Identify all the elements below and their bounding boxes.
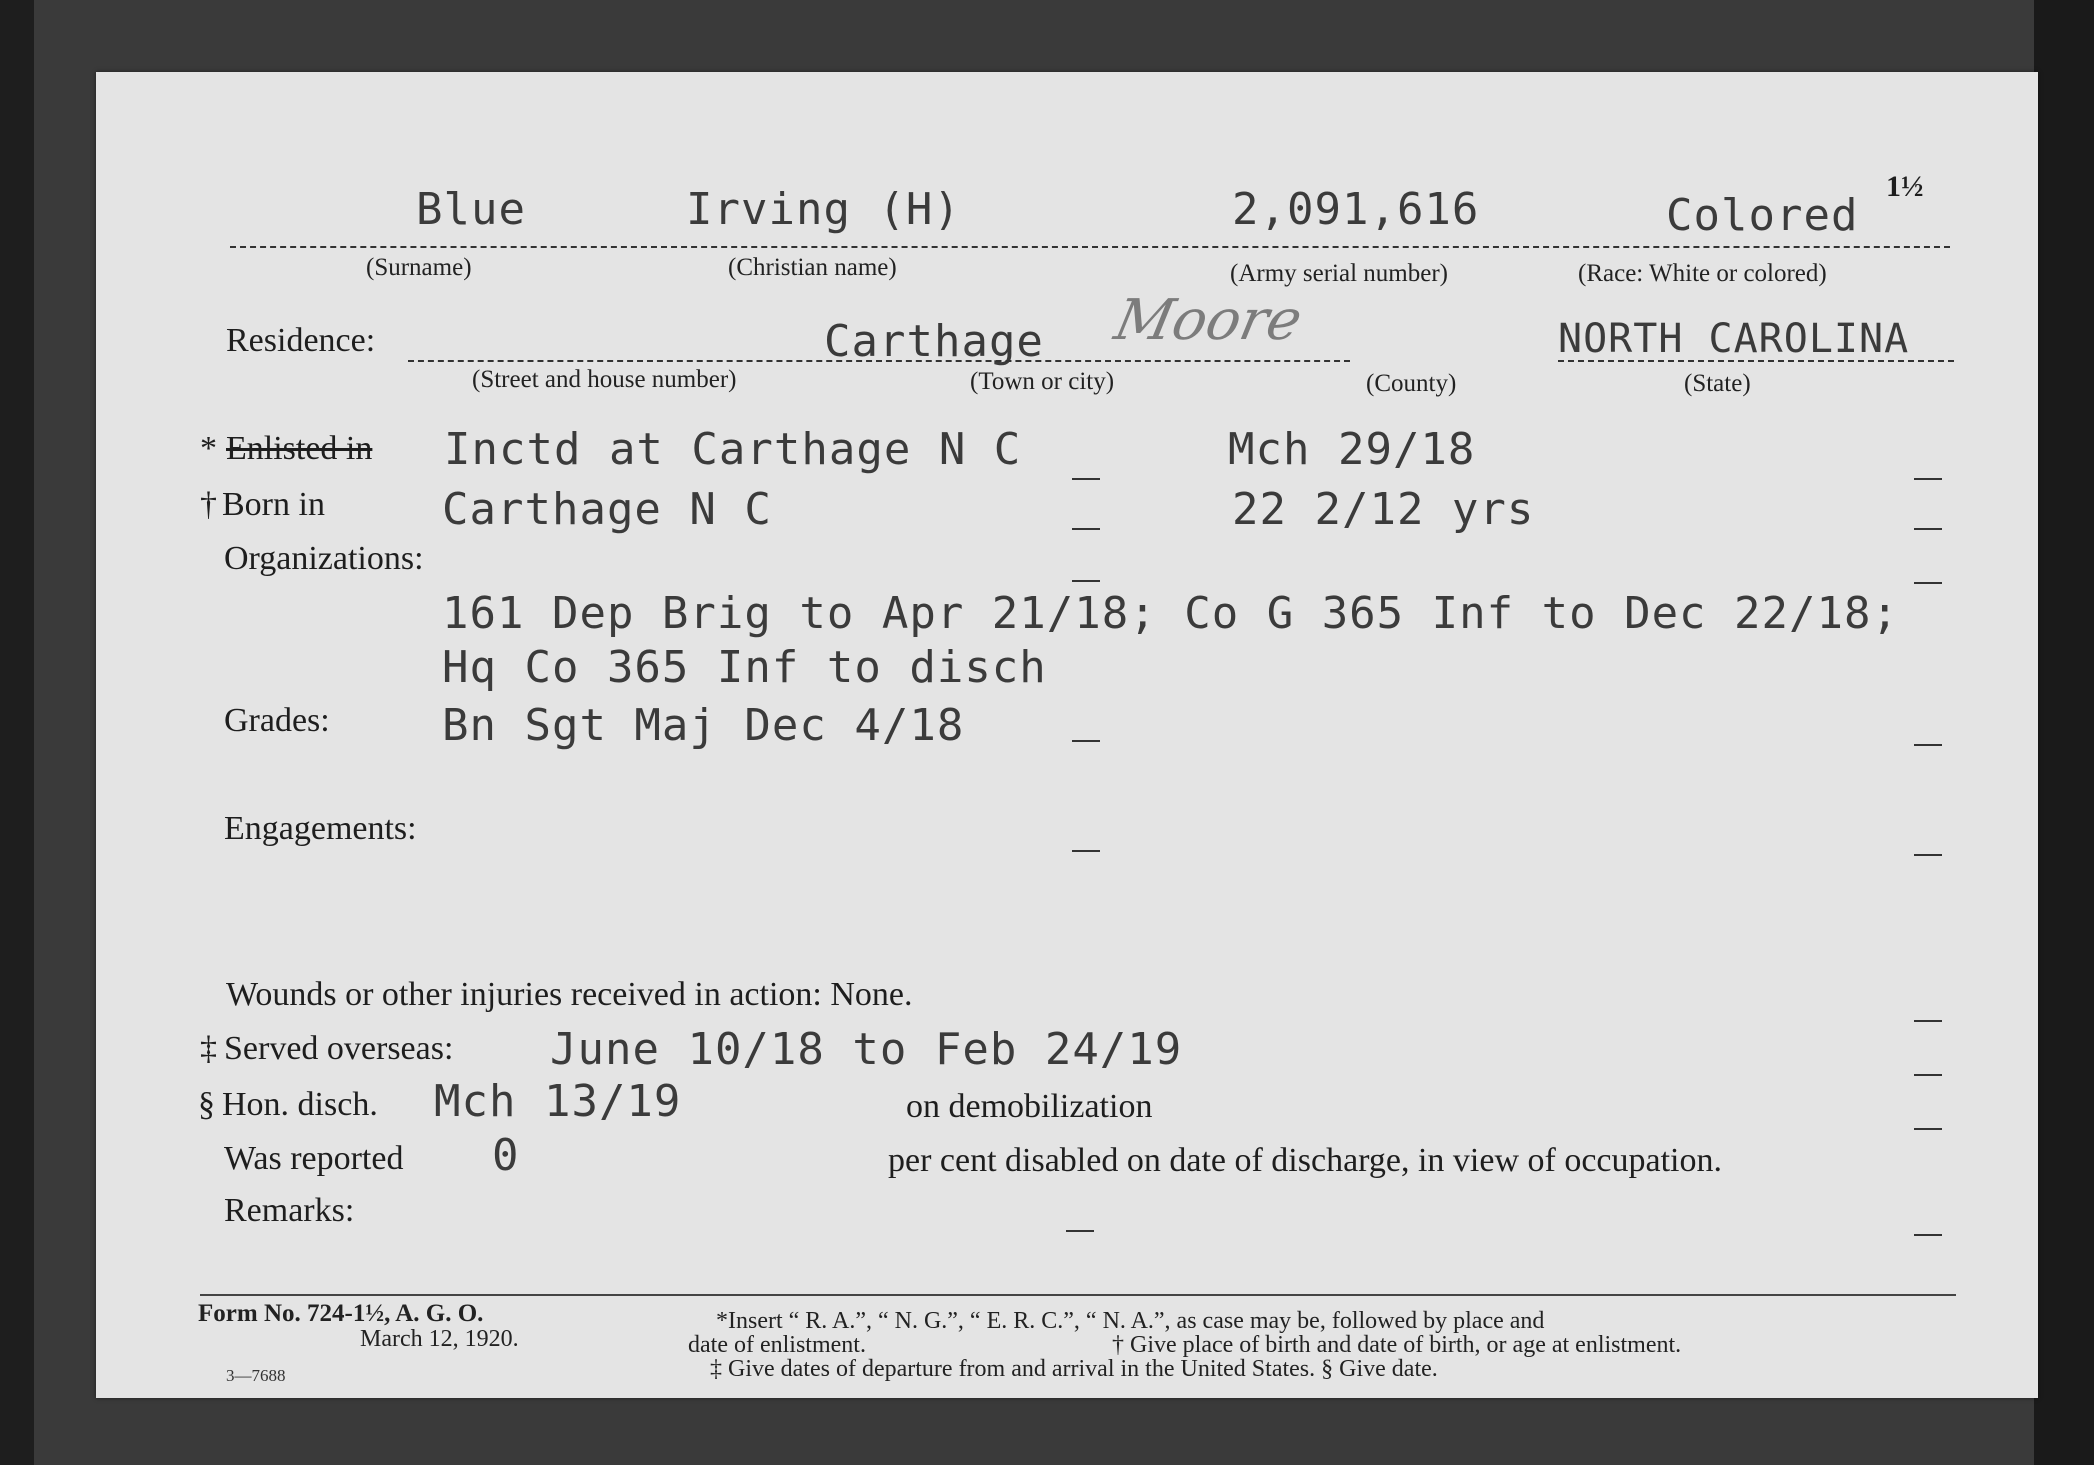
discharge-tick-right — [1914, 1074, 1942, 1076]
grades-label: Grades: — [224, 702, 330, 739]
service-record-card — [96, 72, 2038, 1398]
surname-value: Blue — [416, 184, 526, 235]
grades-value: Bn Sgt Maj Dec 4/18 — [442, 700, 965, 751]
born-label: Born in — [222, 486, 325, 523]
state-caption: (State) — [1684, 370, 1751, 397]
engagements-label: Engagements: — [224, 810, 417, 847]
scan-border-left — [0, 0, 34, 1465]
born-value: Carthage N C — [442, 484, 772, 535]
scan-border-right — [2034, 0, 2094, 1465]
residence-label: Residence: — [226, 322, 376, 359]
organizations-tick — [1072, 580, 1100, 582]
print-code: 3—7688 — [226, 1366, 286, 1385]
remarks-tick — [1066, 1230, 1094, 1232]
enlisted-tick — [1072, 478, 1100, 480]
organizations-label: Organizations: — [224, 540, 424, 577]
fraction-mark: 1½ — [1886, 170, 1924, 203]
discharge-reason: on demobilization — [906, 1088, 1153, 1125]
enlisted-label: Enlisted in — [226, 430, 373, 467]
form-number: Form No. 724-1½, A. G. O. — [198, 1300, 484, 1327]
residence-rule-right — [1558, 360, 1954, 362]
enlisted-tick-right — [1914, 478, 1942, 480]
county-caption: (County) — [1366, 370, 1457, 397]
organizations-line-1: 161 Dep Brig to Apr 21/18; Co G 365 Inf to Dec 22/18; — [442, 588, 1899, 639]
serial-number-caption: (Army serial number) — [1230, 260, 1448, 287]
born-marker: † — [200, 486, 217, 523]
christian-name-caption: (Christian name) — [728, 254, 897, 281]
reported-tick-right — [1914, 1128, 1942, 1130]
wounds-label: Wounds or other injuries received in action: None. — [226, 976, 913, 1013]
born-tick — [1072, 528, 1100, 530]
born-tick-right — [1914, 528, 1942, 530]
enlisted-value: Inctd at Carthage N C — [444, 424, 1022, 475]
remarks-tick-right — [1914, 1234, 1942, 1236]
form-date: March 12, 1920. — [360, 1326, 519, 1352]
residence-state-value: NORTH CAROLINA — [1558, 316, 1910, 362]
overseas-label: Served overseas: — [224, 1030, 454, 1067]
engagements-tick-right — [1914, 854, 1942, 856]
overseas-value: June 10/18 to Feb 24/19 — [550, 1024, 1183, 1075]
remarks-label: Remarks: — [224, 1192, 355, 1229]
name-row-rule — [230, 246, 1950, 248]
organizations-tick-right — [1914, 582, 1942, 584]
footnote-insert-cont: date of enlistment. — [688, 1332, 866, 1358]
grades-tick — [1072, 740, 1100, 742]
surname-caption: (Surname) — [366, 254, 472, 281]
born-age: 22 2/12 yrs — [1232, 484, 1535, 535]
discharge-label: Hon. disch. — [222, 1086, 378, 1123]
enlisted-marker: * — [200, 430, 217, 467]
reported-suffix: per cent disabled on date of discharge, in view of occupation. — [888, 1142, 1722, 1179]
footnote-birth: † Give place of birth and date of birth, or age at enlistment. — [1112, 1332, 1682, 1358]
reported-label: Was reported — [224, 1140, 404, 1177]
street-caption: (Street and house number) — [472, 366, 737, 393]
residence-town-value: Carthage — [824, 316, 1044, 367]
christian-name-value: Irving (H) — [686, 184, 961, 235]
discharge-marker: § — [198, 1086, 215, 1123]
residence-county-handwritten: Moore — [1109, 288, 1308, 353]
town-caption: (Town or city) — [970, 368, 1115, 395]
organizations-line-2: Hq Co 365 Inf to disch — [442, 642, 1047, 693]
overseas-marker: ‡ — [200, 1030, 217, 1067]
serial-number-value: 2,091,616 — [1232, 184, 1480, 235]
enlisted-date: Mch 29/18 — [1228, 424, 1476, 475]
grades-tick-right — [1914, 744, 1942, 746]
race-value: Colored — [1666, 190, 1859, 241]
race-caption: (Race: White or colored) — [1578, 260, 1827, 287]
engagements-tick — [1072, 850, 1100, 852]
footer-rule — [200, 1294, 1956, 1296]
residence-rule-left — [408, 360, 1350, 362]
overseas-tick-right — [1914, 1020, 1942, 1022]
reported-value: 0 — [492, 1130, 520, 1181]
discharge-value: Mch 13/19 — [434, 1076, 682, 1127]
footnote-insert: *Insert “ R. A.”, “ N. G.”, “ E. R. C.”, “ N. A.”, as case may be, followed by place and — [716, 1308, 1545, 1334]
footnote-overseas: ‡ Give dates of departure from and arrival in the United States. § Give date. — [710, 1356, 1438, 1382]
